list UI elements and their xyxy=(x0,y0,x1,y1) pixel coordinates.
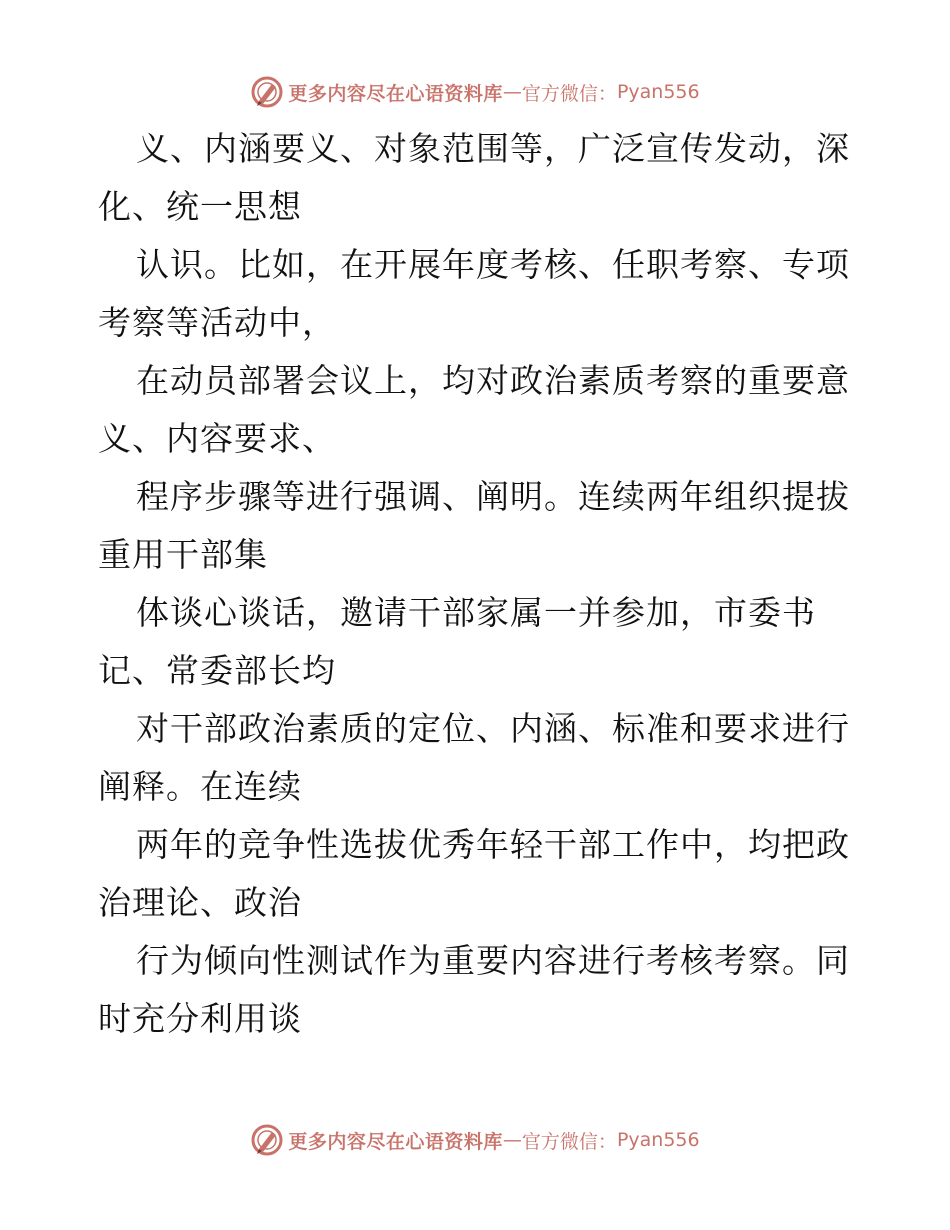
pen-logo-icon xyxy=(250,1123,284,1157)
body-line: 行为倾向性测试作为重要内容进行考核考察。同 xyxy=(136,941,850,980)
body-line: 对干部政治素质的定位、内涵、标准和要求进行 xyxy=(136,709,850,748)
footer-banner-text: 更多内容尽在心语资料库 xyxy=(288,1130,503,1153)
body-line: 治理论、政治 xyxy=(98,883,302,922)
body-line: 考察等活动中， xyxy=(98,303,336,342)
footer-banner-dash: — xyxy=(502,1129,522,1151)
header-wechat-handle: Pyan556 xyxy=(616,81,700,103)
body-line: 重用干部集 xyxy=(98,535,268,574)
body-line: 化、统一思想 xyxy=(98,187,302,226)
header-banner xyxy=(0,72,950,112)
body-line: 记、常委部长均 xyxy=(98,651,336,690)
body-line: 认识。比如，在开展年度考核、任职考察、专项 xyxy=(136,245,850,284)
footer-wechat-handle: Pyan556 xyxy=(616,1129,700,1151)
body-line: 时充分利用谈 xyxy=(98,999,302,1038)
body-line: 程序步骤等进行强调、阐明。连续两年组织提拔 xyxy=(136,477,850,516)
body-line: 义、内涵要义、对象范围等，广泛宣传发动，深 xyxy=(136,129,850,168)
body-line: 两年的竞争性选拔优秀年轻干部工作中，均把政 xyxy=(136,825,850,864)
footer-wechat-label: 官方微信： xyxy=(521,1130,617,1153)
header-wechat-label: 官方微信： xyxy=(521,82,617,105)
pen-logo-icon xyxy=(250,75,284,109)
footer-banner xyxy=(0,1120,950,1160)
body-line: 阐释。在连续 xyxy=(98,767,302,806)
body-line: 体谈心谈话，邀请干部家属一并参加，市委书 xyxy=(136,593,816,632)
document-body xyxy=(98,120,858,1048)
body-line: 义、内容要求、 xyxy=(98,419,336,458)
header-banner-dash: — xyxy=(502,81,522,103)
header-banner-text: 更多内容尽在心语资料库 xyxy=(288,82,503,105)
body-line: 在动员部署会议上，均对政治素质考察的重要意 xyxy=(136,361,850,400)
